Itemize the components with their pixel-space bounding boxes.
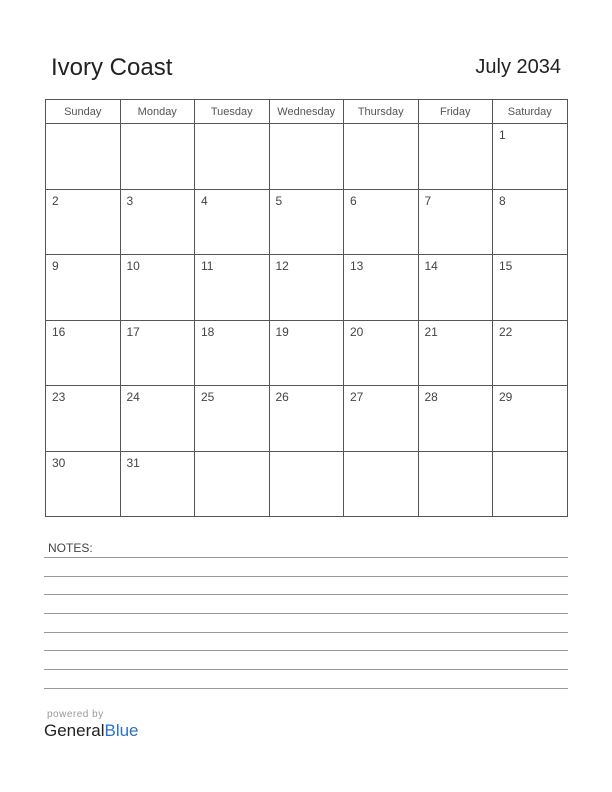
day-cell	[269, 255, 344, 321]
day-cell	[195, 189, 270, 255]
day-cell	[46, 451, 121, 517]
day-number: 6	[350, 193, 357, 208]
weekday-header: Wednesday	[269, 100, 344, 124]
calendar-month-title: July 2034	[475, 56, 561, 78]
day-cell	[344, 124, 419, 190]
day-cell	[269, 124, 344, 190]
day-cell	[344, 255, 419, 321]
day-number	[270, 124, 344, 128]
notes-line	[44, 613, 568, 614]
day-cell	[120, 451, 195, 517]
day-number: 23	[52, 390, 66, 404]
day-cell	[344, 451, 419, 517]
day-cell	[418, 255, 493, 321]
day-number: 8	[499, 193, 506, 208]
day-cell	[493, 386, 568, 452]
week-row	[46, 451, 568, 517]
day-cell	[46, 124, 121, 190]
day-cell	[493, 124, 568, 190]
day-cell	[46, 320, 121, 386]
day-number: 15	[499, 259, 513, 273]
day-number	[195, 452, 269, 456]
day-number: 4	[201, 193, 208, 208]
calendar-country-title: Ivory Coast	[51, 54, 173, 81]
day-cell	[120, 255, 195, 321]
week-row	[46, 189, 568, 255]
weekday-header: Thursday	[344, 100, 419, 124]
day-number: 22	[499, 324, 513, 339]
day-number	[344, 124, 418, 128]
week-row	[46, 386, 568, 452]
day-number: 12	[275, 259, 289, 273]
day-number: 17	[126, 324, 140, 339]
notes-line	[44, 594, 568, 595]
day-number	[46, 124, 120, 128]
week-row	[46, 320, 568, 386]
calendar-grid	[45, 99, 568, 517]
weekday-header: Tuesday	[195, 100, 270, 124]
day-number: 3	[126, 193, 134, 208]
day-cell	[344, 320, 419, 386]
day-number: 26	[275, 390, 289, 404]
day-number	[419, 124, 493, 128]
day-number: 7	[424, 193, 432, 208]
day-cell	[493, 320, 568, 386]
brand-blue: Blue	[104, 721, 139, 740]
day-cell	[195, 124, 270, 190]
day-number: 25	[201, 390, 215, 404]
day-number: 27	[350, 390, 364, 404]
day-cell	[418, 320, 493, 386]
day-number	[121, 124, 195, 128]
day-cell	[269, 320, 344, 386]
day-number	[270, 452, 344, 456]
day-number: 14	[424, 259, 438, 273]
day-number: 21	[424, 324, 438, 339]
weekday-header: Saturday	[493, 100, 568, 124]
day-number	[419, 452, 493, 456]
day-cell	[269, 451, 344, 517]
day-cell	[493, 451, 568, 517]
weekday-header: Sunday	[46, 100, 121, 124]
day-number: 28	[424, 390, 438, 404]
day-number: 19	[275, 324, 289, 339]
day-cell	[418, 386, 493, 452]
weekday-header: Friday	[418, 100, 493, 124]
notes-line	[44, 669, 568, 670]
day-number: 16	[52, 324, 66, 339]
day-number: 29	[499, 390, 513, 404]
day-cell	[269, 386, 344, 452]
weekday-header: Monday	[120, 100, 195, 124]
day-number: 10	[126, 259, 140, 273]
day-number: 1	[499, 128, 506, 142]
day-cell	[493, 255, 568, 321]
day-cell	[46, 189, 121, 255]
weekday-header-row	[46, 100, 568, 124]
notes-line	[44, 650, 568, 651]
day-cell	[120, 124, 195, 190]
day-cell	[269, 189, 344, 255]
day-cell	[195, 320, 270, 386]
day-cell	[195, 386, 270, 452]
day-number: 20	[350, 324, 364, 339]
day-cell	[344, 189, 419, 255]
notes-line	[44, 632, 568, 633]
day-number: 31	[126, 455, 140, 470]
day-number: 2	[52, 193, 59, 208]
brand-general: General	[44, 721, 105, 740]
week-row	[46, 124, 568, 190]
day-cell	[46, 386, 121, 452]
day-number: 18	[201, 324, 215, 339]
day-cell	[120, 320, 195, 386]
day-cell	[195, 451, 270, 517]
day-number	[493, 452, 567, 456]
day-number: 9	[52, 259, 59, 273]
notes-line	[44, 688, 568, 689]
day-number: 11	[201, 259, 214, 273]
powered-by-text: powered by	[47, 709, 104, 720]
notes-label: NOTES:	[48, 541, 93, 555]
notes-line	[44, 557, 568, 558]
day-number: 13	[350, 259, 364, 273]
day-number	[344, 452, 418, 456]
day-cell	[195, 255, 270, 321]
week-row	[46, 255, 568, 321]
day-cell	[418, 124, 493, 190]
day-cell	[344, 386, 419, 452]
day-cell	[120, 386, 195, 452]
day-number: 5	[275, 193, 283, 208]
brand-logo	[44, 721, 139, 741]
day-cell	[120, 189, 195, 255]
day-number	[195, 124, 269, 128]
day-cell	[493, 189, 568, 255]
day-cell	[418, 451, 493, 517]
day-cell	[418, 189, 493, 255]
day-number: 30	[52, 455, 66, 470]
day-cell	[46, 255, 121, 321]
day-number: 24	[126, 390, 140, 404]
notes-line	[44, 576, 568, 577]
